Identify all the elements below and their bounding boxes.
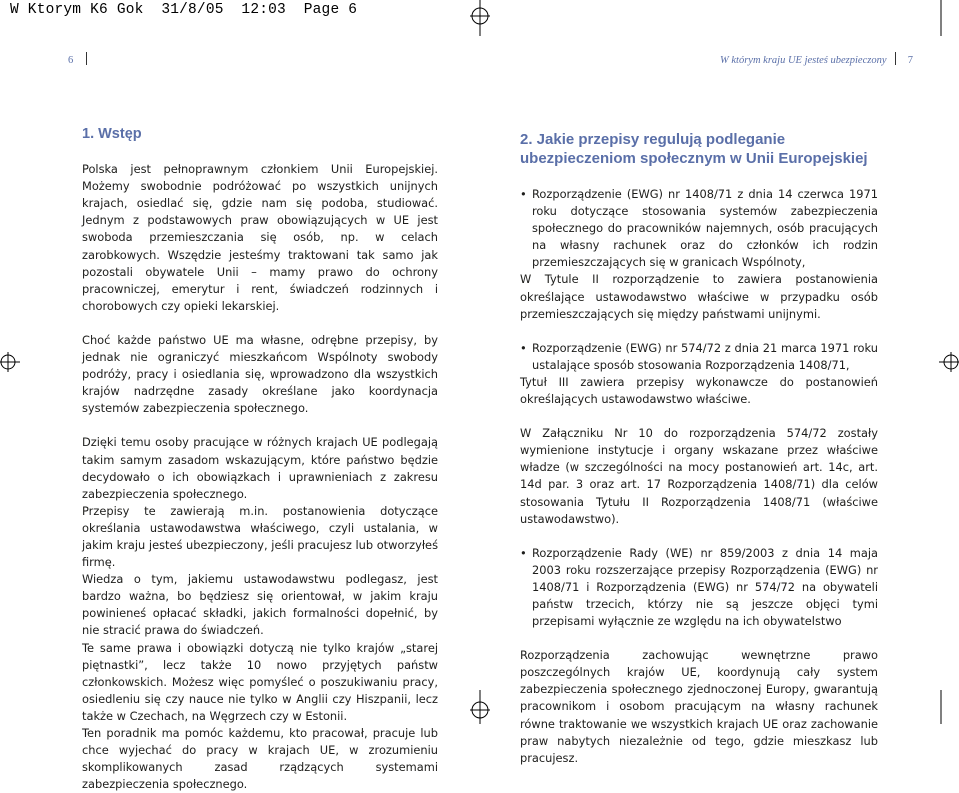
registration-mark-bottom-icon: [430, 690, 530, 724]
bullet-icon: •: [520, 340, 527, 355]
paragraph: Rozporządzenia zachowując wewnętrzne prawo poszczególnych krajów UE, koordynują cały system zabezpieczenia społecznego zjednoczonej Europy, gwarantują pracownikom i osobom pracującym na własny rachunek równe traktowanie we wszystkich krajach UE oraz zachowanie praw nabytych niezależnie od tego, gdzie mieszkasz lub pracujesz.: [520, 648, 878, 765]
paragraph: Ten poradnik ma pomóc każdemu, kto pracował, pracuje lub chce wyjechać do pracy w krajach UE, w zrozumieniu skomplikowanych zasad rządzących systemami zabezpieczenia społecznego.: [82, 726, 438, 792]
list-item: [520, 545, 878, 630]
running-head-rule: [86, 52, 87, 65]
list-item: [520, 186, 878, 271]
section-heading: 1. Wstęp: [82, 126, 142, 142]
left-page-number: 6: [68, 55, 74, 66]
paragraph: Tytuł III zawiera przepisy wykonawcze do postanowień określających ustawodawstwo właściwe.: [520, 374, 878, 407]
list-item-text: Rozporządzenie (EWG) nr 1408/71 z dnia 14 czerwca 1971 roku dotyczące stosowania systemów zabezpieczenia społecznego do pracowników najemnych, osób pracujących na własny rachunek oraz do członków ich rodzin przemieszczających się w granicach Wspólnoty,: [532, 187, 878, 270]
paragraph: Choć każde państwo UE ma własne, odrębne przepisy, by jednak nie ograniczyć mieszkańcom Wspólnoty swobody podróży, pracy i osiedlania się, wprowadzono dla wszystkich krajów nadrzędne zasady określane jako koordynacja systemów zabezpieczenia społecznego.: [82, 332, 438, 416]
left-column: [82, 126, 438, 793]
list-item-text: Rozporządzenie (EWG) nr 574/72 z dnia 21 marca 1971 roku ustalające sposób stosowania Rozporządzenia 1408/71,: [532, 340, 878, 372]
right-running-head: [720, 52, 913, 66]
list-item: [520, 340, 878, 374]
right-column: [520, 131, 878, 767]
registration-mark-right-icon: [939, 342, 959, 382]
paragraph: Wiedza o tym, jakiemu ustawodawstwu podlegasz, jest bardzo ważna, bo będziesz się orientował, w jakim kraju powinieneś opłacać składki, jakich formalności dopełnić, by nie stracić prawa do świadczeń.: [82, 572, 438, 638]
left-running-head: [68, 52, 87, 66]
paragraph: W Tytule II rozporządzenie to zawiera postanowienia określające ustawodawstwo właściwe w przypadku osób przemieszczających się między państwami unijnymi.: [520, 272, 878, 321]
paragraph: Przepisy te zawierają m.in. postanowienia dotyczące określania ustawodawstwa właściwego, czyli ustalania, w jakim kraju jesteś ubezpieczony, jeśli pracujesz lub otworzyłeś firmę.: [82, 503, 438, 570]
registration-mark-left-icon: [0, 342, 20, 382]
print-slug: W Ktorym K6 Gok 31/8/05 12:03 Page 6: [10, 2, 358, 18]
paragraph: Polska jest pełnoprawnym członkiem Unii Europejskiej. Możemy swobodnie podróżować po wszystkich unijnych krajach, osiedlać się, gdzie nam się podoba, studiować. Jednym z podstawowych praw obowiązujących w UE jest swoboda przemieszczania się osób, np. w celach zarobkowych. Wszędzie jesteśmy traktowani tak samo jak pozostali obywatele Unii – mamy prawo do ochrony pracowniczej, emerytur i rent, świadczeń rodzinnych i chorobowych czy opieki lekarskiej.: [82, 162, 438, 313]
paragraph: Dzięki temu osoby pracujące w różnych krajach UE podlegają takim samym zasadom wskazującym, które państwo będzie decydowało o ich obowiązkach i uprawnieniach z zakresu zabezpieczenia społecznego.: [82, 435, 438, 501]
bullet-icon: •: [520, 187, 527, 201]
crop-mark-bottom-right-icon: [939, 690, 959, 724]
paragraph: W Załączniku Nr 10 do rozporządzenia 574/72 zostały wymienione instytucje i organy wskazane przez właściwe władze (w szczególności na mocy postanowień art. 14c, art. 14d par. 3 oraz art. 17 Rozporządzenia 1408/71) dla celów stosowania Tytułu II Rozporządzenia 1408/71 (właściwe ustawodawstwo).: [520, 426, 878, 526]
bullet-icon: •: [520, 545, 527, 560]
paragraph: Te same prawa i obowiązki dotyczą nie tylko krajów „starej piętnastki”, lecz także 10 nowo przyjętych państw członkowskich. Możesz więc pomyśleć o poszukiwaniu pracy, osiedleniu się czy nauce nie tylko w Anglii czy Hiszpanii, lecz także w Czechach, na Węgrzech czy w Estonii.: [82, 640, 438, 723]
running-head-rule: [895, 52, 896, 65]
section-heading: 2. Jakie przepisy regulują podleganie ubezpieczeniom społecznym w Unii Europejskiej: [520, 131, 868, 167]
list-item-text: Rozporządzenie Rady (WE) nr 859/2003 z dnia 14 maja 2003 roku rozszerzające przepisy Rozporządzenia (EWG) nr 1408/71 i Rozporządzenia (EWG) nr 574/72 na obywateli państw trzecich, którzy nie są jeszcze objęci tymi przepisami wyłącznie ze względu na ich obywatelstwo: [532, 545, 878, 629]
running-head-title: W którym kraju UE jesteś ubezpieczony: [720, 55, 887, 66]
crop-mark-top-right-icon: [939, 0, 959, 40]
right-page-number: 7: [907, 55, 913, 66]
registration-mark-top-left-icon: [430, 0, 530, 40]
